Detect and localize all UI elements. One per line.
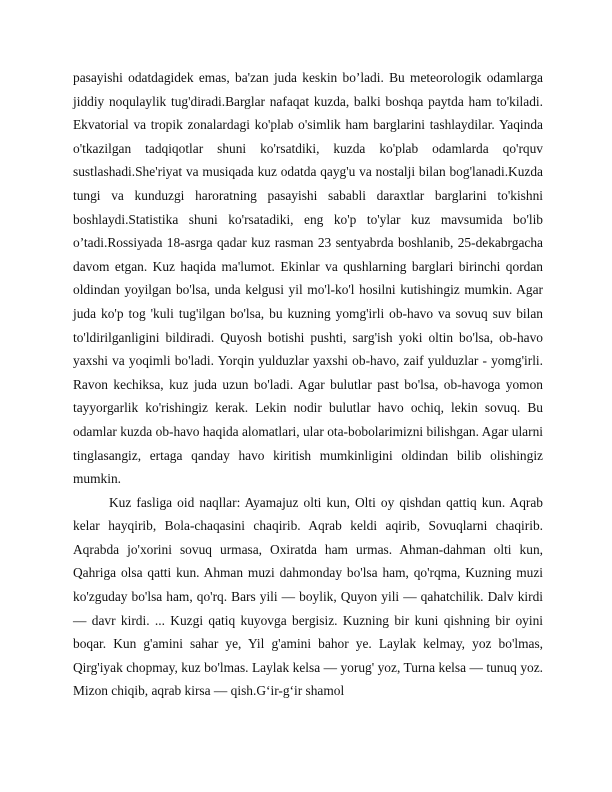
document-page (73, 66, 543, 703)
paragraph-weather-signs: pasayishi odatdagidek emas, ba'zan juda keskin bo’ladi. Bu meteorologik odamlarga jiddiy noqulaylik tug'diradi.Barglar nafaqat kuzda, balki boshqa paytda ham to'kiladi. Ekvatorial va tropik zonalardagi ko'plab o'simlik ham barglarini tashlaydilar. Yaqinda o'tkazilgan tadqiqotlar shuni ko'rsatdiki, kuzda ko'plab odamlarda qo'rquv sustlashadi.She'riyat va musiqada kuz odatda qayg'u va nostalji bilan bog'lanadi.Kuzda tungi va kunduzgi haroratning pasayishi sababli daraxtlar barglarini to'kishni boshlaydi.Statistika shuni ko'rsatadiki, eng ko'p to'ylar kuz mavsumida bo'lib o’tadi.Rossiyada 18-asrga qadar kuz rasman 23 sentyabrda boshlanib, 25-dekabrgacha davom etgan. Kuz haqida ma'lumot. Ekinlar va qushlarning barglari birinchi qordan oldindan yoyilgan bo'lsa, unda kelgusi yil mo'l-ko'l hosilni kutishingiz mumkin. Agar juda ko'p tog 'kuli tug'ilgan bo'lsa, bu kuzning yomg'irli ob-havo va sovuq suv bilan to'ldirilganligini bildiradi. Quyosh botishi pushti, sarg'ish yoki oltin bo'lsa, ob-havo yaxshi va yoqimli bo'ladi. Yorqin yulduzlar yaxshi ob-havo, zaif yulduzlar - yomg'irli. Ravon kechiksa, kuz juda uzun bo'ladi. Agar bulutlar past bo'lsa, ob-havoga yomon tayyorgarlik ko'rishingiz kerak. Lekin nodir bulutlar havo ochiq, lekin sovuq. Bu odamlar kuzda ob-havo haqida alomatlari, ular ota-bobolarimizni bilishgan. Agar ularni tinglasangiz, ertaga qanday havo kiritish mumkinligini oldindan bilib olishingiz mumkin. (73, 70, 543, 487)
paragraph-autumn-proverbs: Kuz fasliga oid naqllar: Ayamajuz olti kun, Olti oy qishdan qattiq kun. Aqrab kelar hayqirib, Bola-chaqasini chaqirib. Aqrab keldi aqirib, Sovuqlarni chaqirib. Aqrabda jo'xorini sovuq urmasa, Oxiratda ham urmas. Ahman-dahman olti kun, Qahriga olsa qatti kun. Ahman muzi dahmonday bo'lsa ham, qo'rqma, Kuzning muzi ko'zguday bo'lsa ham, qo'rq. Bars yili — boylik, Quyon yili — qahatchilik. Dalv kirdi — davr kirdi. ... Kuzgi qatiq kuyovga bergisiz. Kuzning bir kuni qishning bir oyini boqar. Kun g'amini sahar ye, Yil g'amini bahor ye. Laylak kelmay, yoz bo'lmas, Qirg'iyak chopmay, kuz bo'lmas. Laylak kelsa — yorug' yoz, Turna kelsa — tunuq yoz. Mizon chiqib, aqrab kirsa — qish.G‘ir-g‘ir shamol (73, 494, 543, 699)
